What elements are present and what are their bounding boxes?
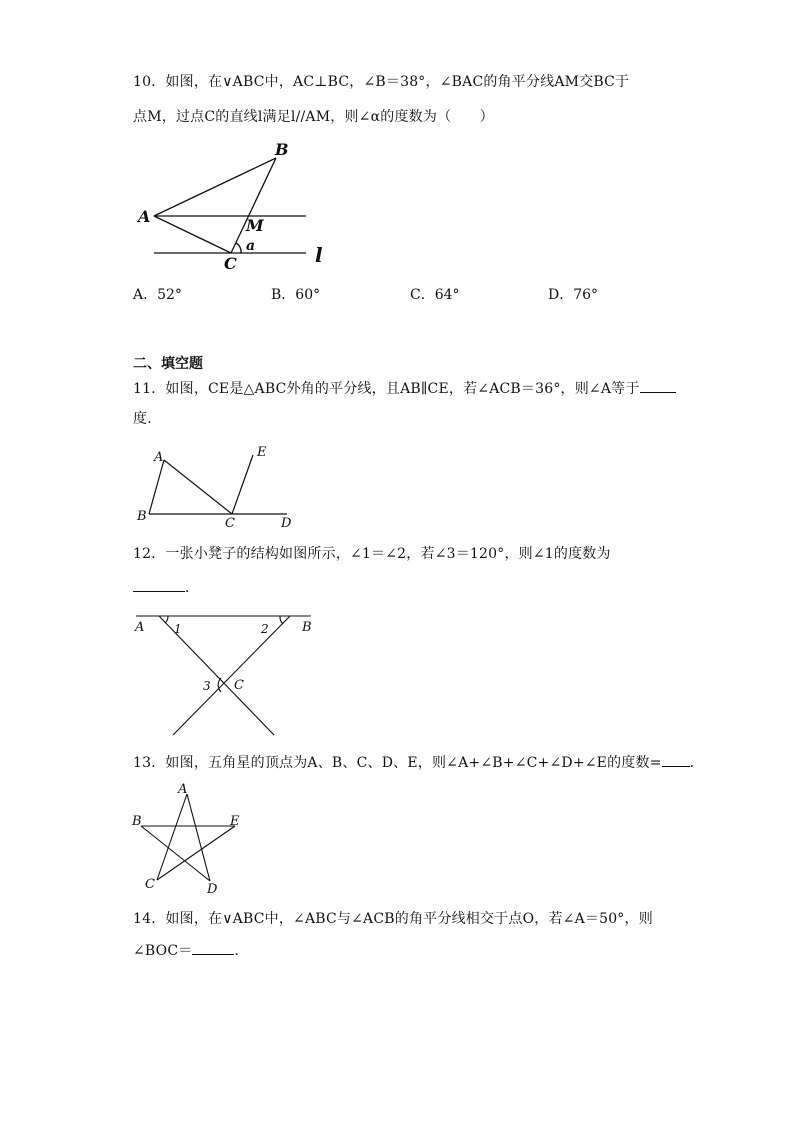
q13-label-e: E bbox=[230, 814, 240, 829]
q10-label-a: A bbox=[138, 207, 151, 226]
q12-label-3: 3 bbox=[203, 679, 211, 693]
q13-edge-d-a bbox=[187, 794, 210, 881]
q10-option-b[interactable]: B．60° bbox=[271, 287, 321, 303]
q12-text-line1: 12．一张小凳子的结构如图所示，∠1＝∠2，若∠3＝120°，则∠1的度数为 bbox=[133, 546, 611, 562]
q12-label-a: A bbox=[135, 620, 145, 635]
q14-text-line2 bbox=[133, 940, 249, 961]
q13-label-c: C bbox=[145, 877, 155, 892]
q13-edge-b-d bbox=[141, 826, 210, 881]
q12-label-b: B bbox=[302, 620, 312, 635]
q11-label-e: E bbox=[257, 445, 267, 460]
q10-label-l: l bbox=[315, 243, 323, 267]
q13-label-d: D bbox=[207, 882, 218, 897]
q13-edge-a-c bbox=[157, 794, 187, 880]
q14-answer-blank[interactable] bbox=[192, 940, 234, 955]
q11-text: 11．如图，CE是△ABC外角的平分线，且AB∥CE，若∠ACB＝36°，则∠A等于 bbox=[133, 381, 640, 397]
q13-edge-c-e bbox=[157, 826, 235, 880]
q13-label-b: B bbox=[132, 814, 142, 829]
q10-option-c[interactable]: C．64° bbox=[410, 287, 460, 303]
q10-text-line2: 点M，过点C的直线l满足l//AM，则∠α的度数为（ ） bbox=[133, 109, 494, 125]
q10-option-a[interactable]: A．52° bbox=[133, 287, 182, 303]
q11-text-line2: 度． bbox=[133, 411, 162, 427]
section-title-fill-in: 二、填空题 bbox=[133, 356, 203, 372]
q11-label-c: C bbox=[225, 516, 235, 531]
q12-label-2: 2 bbox=[261, 622, 269, 636]
q10-label-c: C bbox=[224, 254, 237, 273]
q10-text-line1: 10．如图，在∨ABC中，AC⊥BC，∠B＝38°，∠BAC的角平分线AM交BC于 bbox=[133, 74, 630, 90]
q14-text-end: ． bbox=[234, 943, 249, 959]
q12-label-c: C bbox=[234, 678, 244, 693]
q10-label-alpha: a bbox=[246, 238, 256, 254]
q14-text: ∠BOC＝ bbox=[133, 943, 193, 959]
q13-label-a: A bbox=[178, 782, 188, 797]
q12-text-end: ． bbox=[185, 580, 200, 596]
q10-label-b: B bbox=[275, 140, 289, 159]
q14-text-line1: 14．如图，在∨ABC中，∠ABC与∠ACB的角平分线相交于点O，若∠A＝50°，则 bbox=[133, 911, 653, 927]
q11-label-b: B bbox=[137, 509, 147, 524]
q10-label-m: M bbox=[246, 216, 264, 235]
q13-text: 13．如图，五角星的顶点为A、B、C、D、E，则∠A+∠B+∠C+∠D+∠E的度数= bbox=[133, 755, 662, 771]
q11-label-a: A bbox=[154, 450, 164, 465]
q10-option-d[interactable]: D．76° bbox=[548, 287, 599, 303]
q11-label-d: D bbox=[281, 516, 292, 531]
q12-label-1: 1 bbox=[174, 622, 182, 636]
q13-text-end: ． bbox=[689, 755, 704, 771]
